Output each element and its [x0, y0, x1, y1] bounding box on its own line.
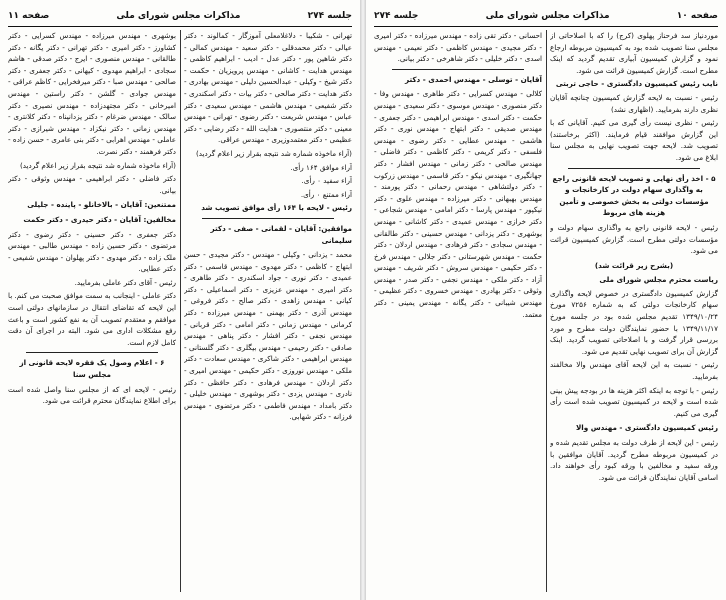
paragraph: رئیس - نظری نیست رأی گیری می کنیم. آقایانی که با این گزارش موافقند قیام فرمایند. (اکثر برخاستند) تصویب شد. لایحه جهت تصویب نهایی به مجلس سنا ابلاغ می شود. [550, 118, 718, 162]
paragraph: تهرانی - شکیبا - دلاغلامعلی آموزگار - کمالوند - دکتر عیالی - دکتر محمدقلی - دکتر سعید - مهندس کمالی - دکتر شاهین پور - دکتر عدل - ادیب - ابراهیم کاظمی - مهندس هدایت - کاشانی - مهندس پرویزیان - حکمت - دکتر شیخ - وکیلی - عبدالحسین دلیلی - مهندس بهادری - دکتر هدایت - دکتر صالحی - دکتر بیات - دکتر اسکندری - دکتر شفیعی - مهندس هاشمی - مهندس سعیدی - دکتر عباس - مهندس شریعت - دکتر رضوی - تهرانی - مهندس معینی - دکتر منتصوری - هدایت الله - دکتر رضایی - دکتر عظیمی - دکتر معتمدوزیری - مهندس عراقی. [184, 31, 352, 145]
paragraph: آراء ممتنع ۰ رأی. [300, 189, 352, 199]
paragraph: آراء موافق ۱۶۴ رأی. [290, 162, 352, 172]
paragraph: گزارش کمیسیون دادگستری در خصوص لایحه واگذاری سهام کارخانجات دولتی که به شماره ۷۲۵۶ مورخ ۱۳۴۹/۱۰/۲۴ تقدیم مجلس شده بود در جلسه مورخ ۱۳۴۹/۱۱/۱۷ با حضور نمایندگان دولت مطرح و مورد بررسی قرار گرفت و با اصلاحاتی تصویب گردید. اینک گزارش آن برای تصویب نهایی تقدیم می شود. [550, 288, 718, 356]
section-heading: آقایان - توسلی - مهندس احمدی - دکتر [404, 74, 542, 84]
paragraph: (آراء ماخوذه شماره شد نتیجه بقرار زیر اعلام گردید) [19, 160, 176, 170]
left-page-left-column [8, 30, 176, 594]
right-page-columns [374, 30, 718, 594]
paragraph: (بشرح زیر قرائت شد) [594, 260, 674, 270]
right-page-right-column [550, 30, 718, 594]
paragraph: دکتر جعفری - دکتر حسینی - دکتر رضوی - دکتر مرتضوی - دکتر حسین زاده - مهندس طالبی - مهندس ملک زاده - دکتر مهدوی - دکتر پهلوان - مهندس شفیعی - دکتر عطایی. [8, 229, 176, 274]
vote-result: رئیس - لایحه با ۱۶۴ رأی موافق تصویب شد [201, 203, 352, 213]
paragraph: رئیس - با توجه به اینکه اکثر هزینه ها در بودجه پیش بینی شده است و لایحه در کمیسیون تصویب شده است رأی گیری می کنیم. [550, 385, 718, 418]
paragraph: احسانی - دکتر تقی زاده - مهندس میرزاده - دکتر امیری - دکتر مجیدی - مهندس کاظمی - دکتر نعیمی - مهندس اسدی - دکتر خلیلی - دکتر شاهرخی - دکتر بیانی. [374, 31, 542, 64]
left-page-number: صفحه ۱۱ [8, 11, 50, 21]
paragraph: رئیس - این لایحه از طرف دولت به مجلس تقدیم شده و در کمیسیون مربوطه مطرح گردید. آقایان موافقین با ورقه سفید و مخالفین با ورقه کبود رأی خواهند داد. اسامی آقایان نمایندگان قرائت می شود. [550, 438, 718, 482]
left-page-header [8, 8, 352, 27]
left-page-right-column [184, 30, 352, 594]
left-page-title: مذاکرات مجلس شورای ملی [116, 11, 241, 21]
paragraph: دکتر عاملی - اینجانب به سمت موافق صحبت می کنم. با این لایحه که تقاضای انتقال در سازمانهای دولتی است موافقم و معتقدم تصویب آن به نفع کشور است و باعث رفع مشکلات اداری می شود. البته در اجرای آن دقت کامل لازم است. [8, 291, 176, 347]
divider [392, 69, 524, 70]
right-page [366, 0, 726, 600]
paragraph: رئیس - لایحه قانونی راجع به واگذاری سهام دولت و مؤسسات دولتی مطرح است. گزارش کمیسیون قرائت می شود. [550, 222, 718, 256]
paragraph: (آراء ماخوذه شماره شد نتیجه بقرار زیر اعلام گردید) [195, 148, 352, 158]
section-heading: مخالفین: آقایان - دکتر حیدری - دکتر حکمت [23, 214, 176, 224]
right-page-title: مذاکرات مجلس شورای ملی [485, 11, 610, 21]
paragraph: رئیس - نسبت به این لایحه آقای مهندس والا مخالفند بفرمایید. [550, 360, 718, 382]
paragraph: دکتر فاضلی - دکتر ابراهیمی - مهندس وثوقی - دکتر بیانی. [8, 174, 176, 195]
paragraph: موردنیاز سد فرحناز پهلوی (کرج) را که با اصلاحاتی از مجلس سنا تصویب شده بود به کمیسیون مربوطه ارجاع نمود و گزارش کمیسیون آبیاری تقدیم گردید که اینک مطرح است. گزارش کمیسیون قرائت می شود. [550, 31, 718, 75]
divider [202, 218, 334, 219]
paragraph: نایب رئیس کمیسیون دادگستری - حاجی تربتی [555, 79, 718, 89]
paragraph: محمد - یزدانی - وکیلی - مهندس - دکتر مجیدی - حسن ابتهاج - کاظمی - دکتر مهدوی - مهندس قاسمی - دکتر عمیدی - دکتر نوری - جواد اسکندری - دکتر طاهری - دکتر امیری - مهندس عزیزی - دکتر اسماعیلی - دکتر کیانی - مهندس زاهدی - دکتر صالح - دکتر فروغی - مهندس آذری - دکتر بهمنی - مهندس میرزاده - دکتر کرمانی - مهندس زمانی - دکتر امامی - دکتر قربانی - مهندس نجفی - دکتر افشار - دکتر پناهی - مهندس صادقی - دکتر رحیمی - مهندس بیگلری - دکتر گلستانی - مهندس ابراهیمی - دکتر شاکری - مهندس سعادت - دکتر ملکی - مهندس نوروزی - دکتر حکیمی - مهندس امیری - دکتر اردلان - مهندس فرهادی - دکتر حافظی - دکتر نادری - مهندس یزدی - دکتر بوشهری - مهندس خلیلی - دکتر بامداد - مهندس فاطمی - دکتر مرتضوی - مهندس فرزانه - دکتر شهابی. [184, 250, 352, 422]
right-page-header [374, 8, 718, 27]
section-heading: رئیس کمیسیون دادگستری - مهندس والا [575, 423, 718, 433]
paragraph: کلالی - مهندس کسرایی - دکتر طاهری - مهندس وفا - دکتر منصوری - مهندس موسوی - دکتر سعیدی - مهندس حکمت - دکتر اسدی - مهندس ابراهیمی - دکتر جعفری - مهندس صدیقی - دکتر ابتهاج - مهندس نوری - دکتر هاشمی - مهندس عطایی - دکتر رضوی - مهندس فلسفی - دکتر کریمی - دکتر کاظمی - دکتر فاضلی - مهندس صالحی - دکتر زمانی - مهندس افشار - دکتر جهانگیری - مهندس نیکو - دکتر قاسمی - مهندس زرکوب - دکتر دولتشاهی - مهندس رحمانی - دکتر پورمند - مهندس بهبهانی - دکتر میرزاده - مهندس علوی - دکتر نیکپور - مهندس پارسا - دکتر امامی - مهندس شجاعی - دکتر خرازی - مهندس عمیدی - دکتر کاشانی - مهندس بوشهری - دکتر یزدانی - مهندس حسینی - دکتر طالقانی - مهندس سجادی - دکتر فرهادی - مهندس اردلان - دکتر حکمت - مهندس شهرستانی - دکتر جلالی - مهندس فرخ - دکتر حکیمی - مهندس سروش - دکتر شریف - مهندس آزاد - دکتر ملکی - مهندس نجفی - دکتر صدر - مهندس وثوقی - دکتر بهادری - مهندس خسروی - دکتر عظیمی - مهندس شیبانی - دکتر یگانه - مهندس یمینی - دکتر معتمد. [374, 89, 542, 319]
section-heading: ۵ - اخذ رأی نهایی و تصویب لایحه قانونی راجع به واگذاری سهام دولت در کارخانجات و مؤسسات دولتی به بخش خصوصی و تأمین هزینه های مربوط [552, 173, 716, 218]
section-heading: موافقین: آقایان - لقمانی - صفی - دکتر سلیمانی [210, 223, 352, 245]
section-heading: ممتنعین: آقایان - بالاخانلو - پاینده - جلیلی [27, 200, 176, 210]
left-page-session: جلسه ۲۷۴ [307, 11, 352, 21]
section-heading: ۶ - اعلام وصول یک فقره لایحه قانونی از مجلس سنا [19, 358, 165, 380]
paragraph: رئیس - آقای دکتر عاملی بفرمایید. [74, 277, 176, 287]
divider [26, 352, 158, 353]
paragraph: رئیس - لایحه ای که از مجلس سنا واصل شده است برای اطلاع نمایندگان محترم قرائت می شود. [8, 384, 176, 406]
right-page-left-column [374, 30, 542, 594]
left-page-columns [8, 30, 352, 594]
paragraph: آراء سفید ۰ رأی. [301, 176, 352, 186]
paragraph: ریاست محترم مجلس شورای ملی [599, 275, 718, 285]
left-page [0, 0, 360, 600]
right-page-session: جلسه ۲۷۴ [374, 11, 419, 21]
right-page-number: صفحه ۱۰ [676, 11, 718, 21]
paragraph: رئیس - نسبت به لایحه گزارش کمیسیون چنانچه آقایان نظری دارند بفرمایید. (اظهاری نشد) [550, 92, 718, 114]
divider [568, 168, 700, 169]
paragraph: بوشهری - مهندس میرزاده - مهندس کسرایی - دکتر کشاورز - دکتر امیری - دکتر تهرانی - دکتر یگانه - دکتر طالقانی - مهندس منصوری - ایرج - دکتر صدقی - هاشم سجادی - ابراهیم مهدوی - کیهانی - دکتر جعفری - دکتر صالحی - مهندس صبا - دکتر میرفخرایی - کاظم عراقی - مهندس جوادی - گلشن - دکتر راستین - مهندس امیرخانی - دکتر مجتهدزاده - مهندس نصیری - دکتر سالک - مهندس ضرغام - دکتر یزدانپناه - دکتر کلانتری - مهندس زمانی - دکتر نیکزاد - مهندس شیرازی - دکتر عاملی - مهندس اهرابی - دکتر بنی عامری - حسن زاده - دکتر فرهمند - دکتر نصرت. [8, 31, 176, 156]
